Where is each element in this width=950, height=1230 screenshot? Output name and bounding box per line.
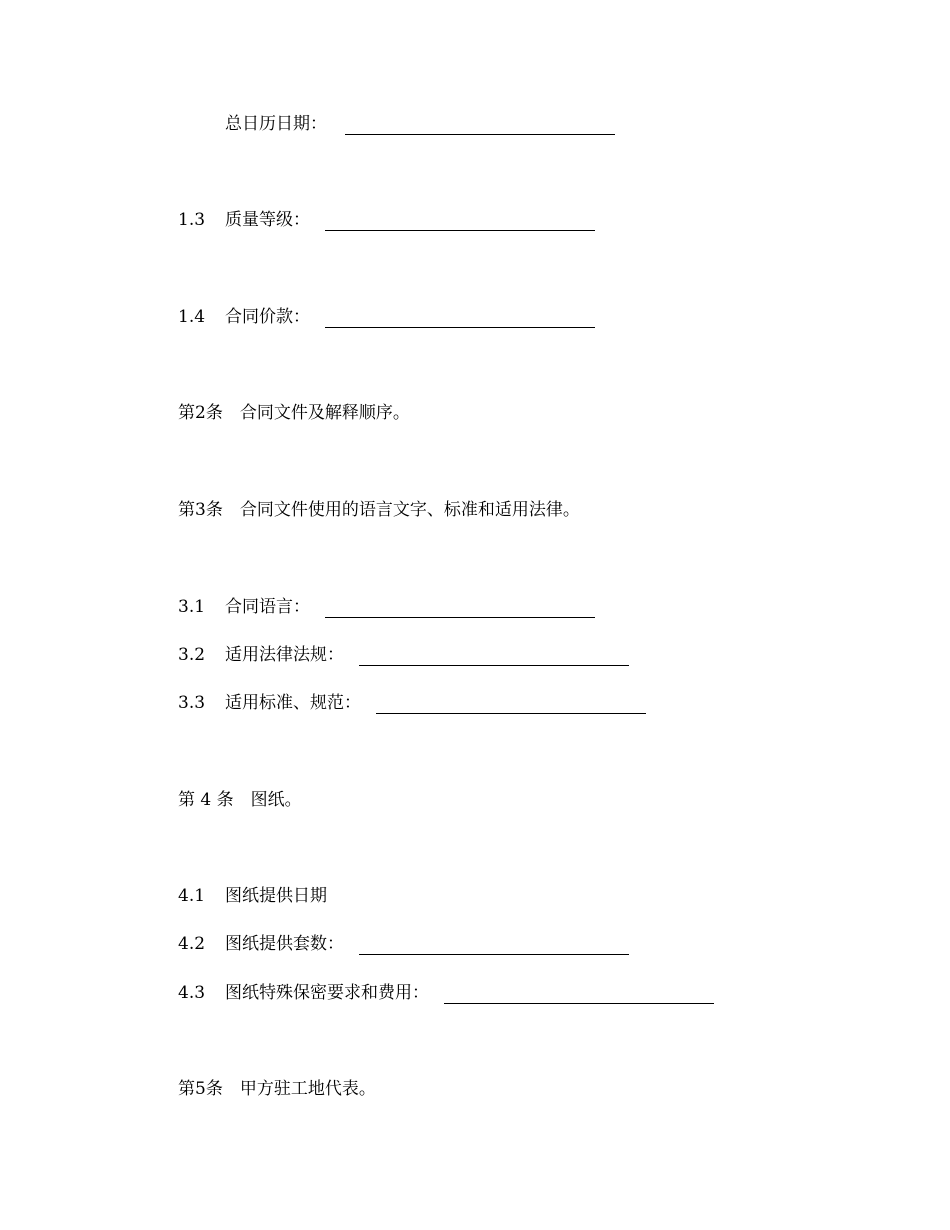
total-days-blank[interactable]	[345, 114, 615, 135]
article-4-heading	[178, 789, 302, 811]
language-blank[interactable]	[325, 597, 595, 618]
clause-number: 3.1	[178, 597, 206, 617]
clause-number: 1.3	[178, 210, 206, 230]
drawing-secrecy-label: 图纸特殊保密要求和费用：	[225, 983, 430, 1003]
clause-number: 4.3	[178, 983, 206, 1003]
drawing-secrecy-row	[178, 982, 714, 1004]
article-5-text: 第5条 甲方驻工地代表。	[178, 1079, 376, 1099]
article-4-text: 第 4 条 图纸。	[178, 790, 302, 810]
total-days-label: 总日历日期：	[225, 114, 327, 134]
price-label: 合同价款：	[225, 307, 311, 327]
article-5-heading	[178, 1078, 376, 1100]
standards-blank[interactable]	[376, 693, 646, 714]
drawing-secrecy-blank[interactable]	[444, 983, 714, 1004]
clause-number: 3.3	[178, 693, 206, 713]
drawing-sets-blank[interactable]	[359, 934, 629, 955]
drawing-sets-label: 图纸提供套数：	[225, 934, 345, 954]
laws-label: 适用法律法规：	[225, 645, 345, 665]
drawing-date-label: 图纸提供日期	[225, 886, 328, 906]
drawing-sets-row	[178, 933, 629, 955]
article-3-heading	[178, 499, 580, 521]
laws-row	[178, 644, 629, 666]
language-row	[178, 596, 595, 618]
clause-number: 4.1	[178, 886, 206, 906]
laws-blank[interactable]	[359, 645, 629, 666]
quality-label: 质量等级：	[225, 210, 311, 230]
article-3-text: 第3条 合同文件使用的语言文字、标准和适用法律。	[178, 500, 580, 520]
price-row	[178, 306, 595, 328]
language-label: 合同语言：	[225, 597, 311, 617]
clause-number: 1.4	[178, 307, 206, 327]
clause-number: 4.2	[178, 934, 206, 954]
drawing-date-row	[178, 885, 327, 907]
article-2-heading	[178, 402, 410, 424]
total-days-row	[225, 113, 615, 135]
quality-row	[178, 209, 595, 231]
standards-label: 适用标准、规范：	[225, 693, 362, 713]
quality-blank[interactable]	[325, 210, 595, 231]
article-2-text: 第2条 合同文件及解释顺序。	[178, 403, 410, 423]
price-blank[interactable]	[325, 307, 595, 328]
clause-number: 3.2	[178, 645, 206, 665]
standards-row	[178, 692, 646, 714]
